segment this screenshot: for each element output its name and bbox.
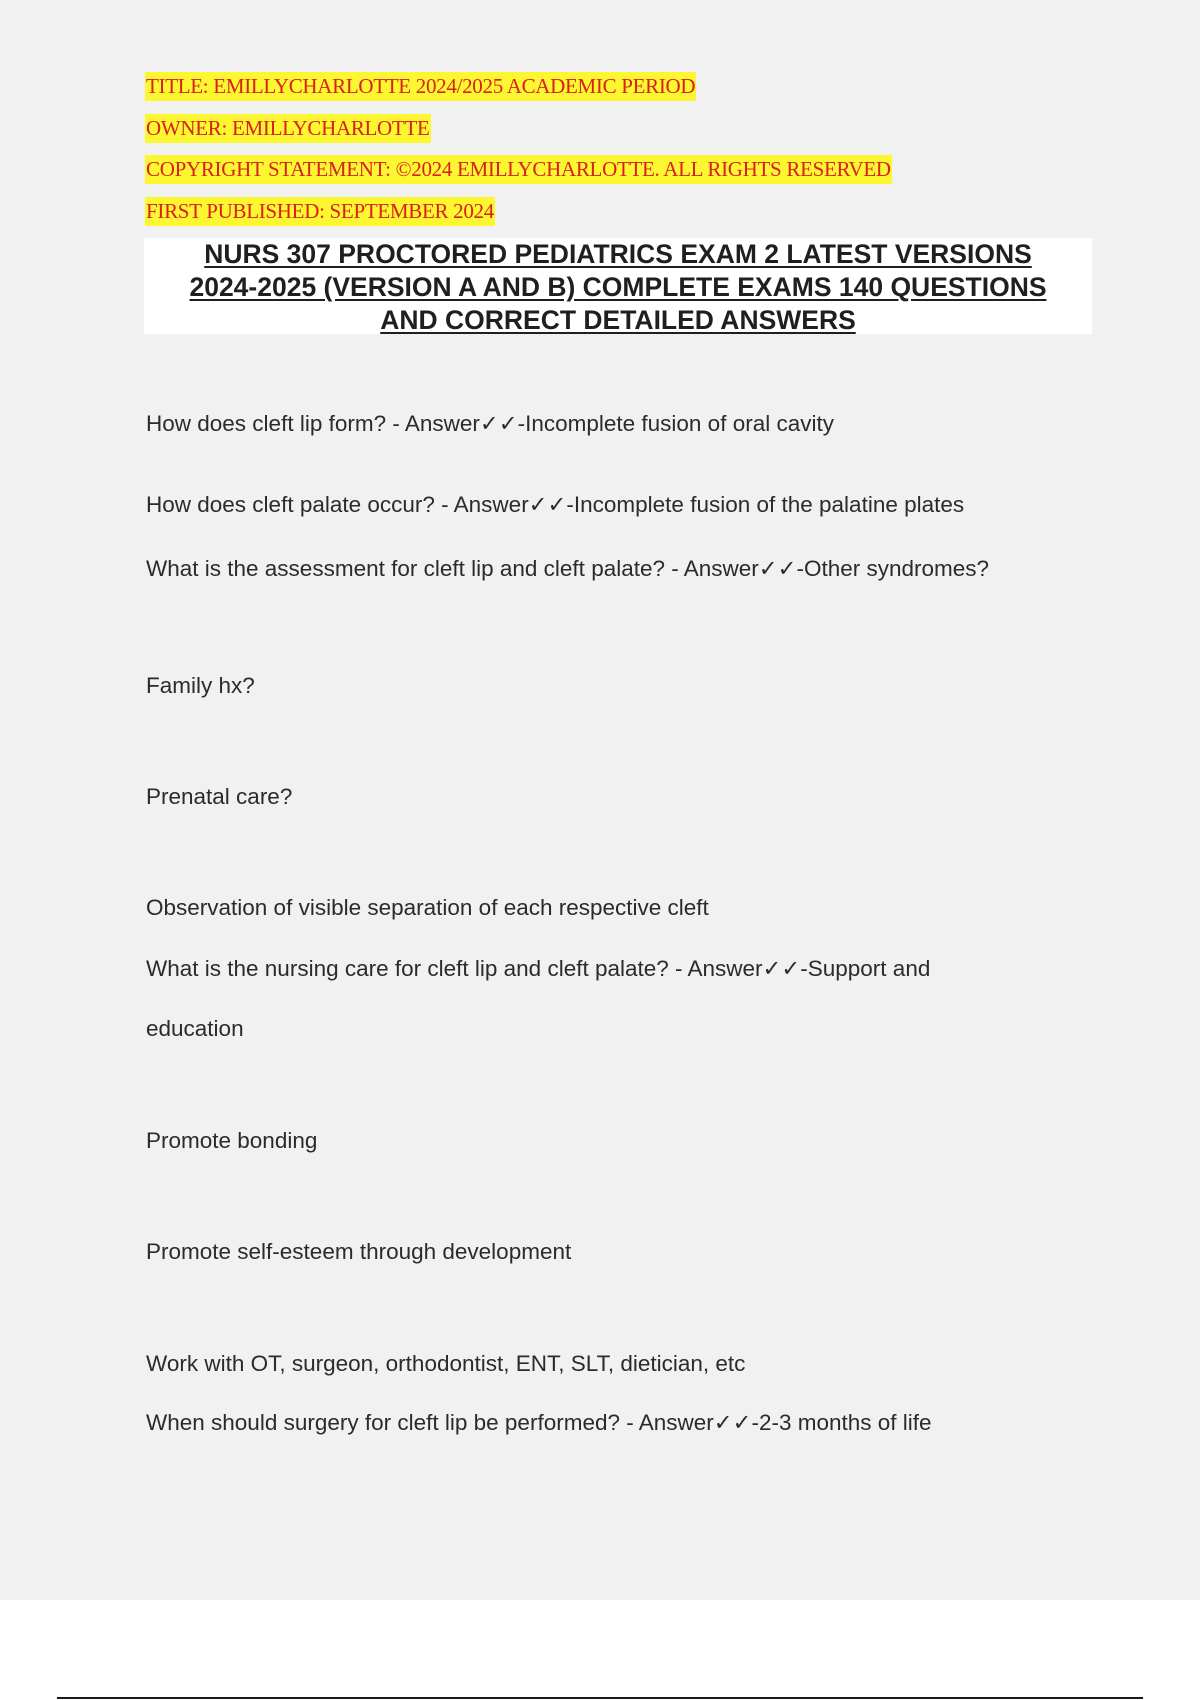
qa-line: Family hx? (146, 673, 255, 698)
qa-line: When should surgery for cleft lip be performed? - Answer✓✓-2-3 months of life (146, 1410, 932, 1435)
qa-line: How does cleft lip form? - Answer✓✓-Incomplete fusion of oral cavity (146, 411, 834, 436)
qa-line: What is the nursing care for cleft lip and cleft palate? - Answer✓✓-Support and (146, 956, 931, 981)
meta-title-line: TITLE: EMILLYCHARLOTTE 2024/2025 ACADEMIC PERIOD (145, 72, 696, 101)
qa-line: Prenatal care? (146, 784, 293, 809)
meta-owner-line: OWNER: EMILLYCHARLOTTE (145, 114, 431, 143)
document-title-line-1: NURS 307 PROCTORED PEDIATRICS EXAM 2 LATEST VERSIONS (204, 239, 1032, 269)
qa-line: Observation of visible separation of each respective cleft (146, 895, 709, 920)
qa-line: Promote bonding (146, 1128, 318, 1153)
qa-line: Promote self-esteem through development (146, 1239, 572, 1264)
footer-divider (57, 1697, 1143, 1699)
qa-line: What is the assessment for cleft lip and cleft palate? - Answer✓✓-Other syndromes? (146, 556, 990, 581)
meta-copyright-line: COPYRIGHT STATEMENT: ©2024 EMILLYCHARLOTTE. ALL RIGHTS RESERVED (145, 155, 892, 184)
qa-line: education (146, 1016, 244, 1041)
meta-published-line: FIRST PUBLISHED: SEPTEMBER 2024 (145, 197, 495, 226)
document-title-line-2: 2024-2025 (VERSION A AND B) COMPLETE EXAMS 140 QUESTIONS (189, 272, 1047, 302)
qa-line: How does cleft palate occur? - Answer✓✓-Incomplete fusion of the palatine plates (146, 492, 965, 517)
document-title (144, 238, 1092, 334)
qa-line: Work with OT, surgeon, orthodontist, ENT, SLT, dietician, etc (146, 1351, 746, 1376)
document-title-line-3: AND CORRECT DETAILED ANSWERS (380, 305, 856, 335)
